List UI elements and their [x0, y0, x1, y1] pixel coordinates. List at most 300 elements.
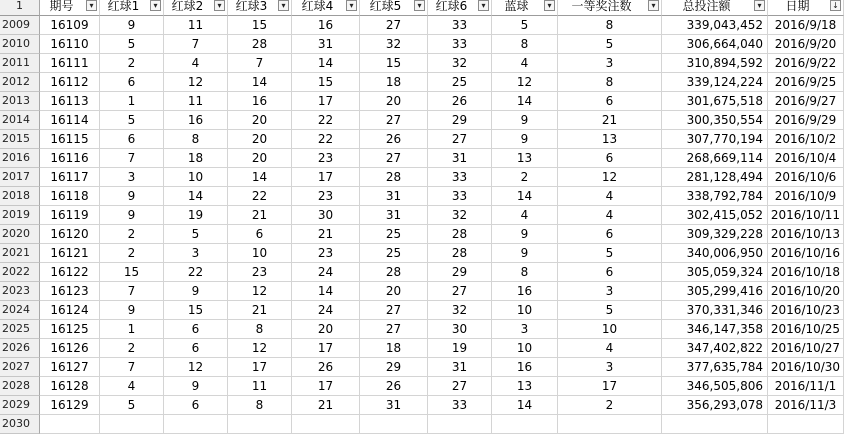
row-number[interactable]: 2019 — [0, 206, 40, 225]
cell-first-prize-count[interactable]: 6 — [558, 92, 662, 111]
cell-red-ball-4[interactable]: 14 — [292, 282, 360, 301]
cell-red-ball-6[interactable]: 25 — [428, 73, 492, 92]
cell-red-ball-2[interactable]: 12 — [164, 358, 228, 377]
cell-red-ball-5[interactable]: 26 — [360, 130, 428, 149]
cell-red-ball-5[interactable]: 25 — [360, 244, 428, 263]
cell-red-ball-2[interactable]: 6 — [164, 339, 228, 358]
cell-red-ball-5[interactable]: 28 — [360, 263, 428, 282]
row-number[interactable]: 2015 — [0, 130, 40, 149]
column-header-red-ball-6[interactable] — [428, 0, 492, 16]
cell-red-ball-5[interactable]: 25 — [360, 225, 428, 244]
cell-red-ball-3[interactable]: 12 — [228, 282, 292, 301]
cell-blue-ball[interactable]: 14 — [492, 187, 558, 206]
cell-first-prize-count[interactable]: 5 — [558, 35, 662, 54]
cell-issue-number[interactable]: 16127 — [40, 358, 100, 377]
cell-red-ball-3[interactable]: 15 — [228, 16, 292, 35]
cell-red-ball-5[interactable]: 27 — [360, 111, 428, 130]
table-row — [0, 16, 844, 35]
cell-total-bets[interactable]: 300,350,554 — [662, 111, 768, 130]
cell-red-ball-3[interactable]: 6 — [228, 225, 292, 244]
cell-red-ball-3[interactable]: 8 — [228, 320, 292, 339]
cell-red-ball-2[interactable] — [164, 415, 228, 434]
row-number[interactable]: 2012 — [0, 73, 40, 92]
cell-red-ball-3[interactable]: 28 — [228, 35, 292, 54]
cell-issue-number[interactable]: 16128 — [40, 377, 100, 396]
cell-red-ball-4[interactable]: 17 — [292, 168, 360, 187]
cell-blue-ball[interactable]: 16 — [492, 282, 558, 301]
cell-date[interactable]: 2016/10/13 — [768, 225, 844, 244]
cell-total-bets[interactable]: 305,299,416 — [662, 282, 768, 301]
cell-red-ball-4[interactable]: 26 — [292, 358, 360, 377]
cell-date[interactable]: 2016/10/18 — [768, 263, 844, 282]
cell-red-ball-4[interactable]: 31 — [292, 35, 360, 54]
column-header-red-ball-5[interactable] — [360, 0, 428, 16]
row-number[interactable]: 2030 — [0, 415, 40, 434]
row-number[interactable]: 2016 — [0, 149, 40, 168]
cell-first-prize-count[interactable]: 17 — [558, 377, 662, 396]
cell-issue-number[interactable]: 16113 — [40, 92, 100, 111]
cell-red-ball-4[interactable]: 21 — [292, 225, 360, 244]
cell-issue-number[interactable] — [40, 415, 100, 434]
cell-total-bets[interactable]: 346,147,358 — [662, 320, 768, 339]
cell-red-ball-5[interactable]: 27 — [360, 16, 428, 35]
cell-red-ball-6[interactable]: 33 — [428, 35, 492, 54]
cell-red-ball-6[interactable]: 33 — [428, 168, 492, 187]
cell-blue-ball[interactable]: 9 — [492, 111, 558, 130]
cell-issue-number[interactable]: 16118 — [40, 187, 100, 206]
cell-total-bets[interactable]: 377,635,784 — [662, 358, 768, 377]
cell-first-prize-count[interactable]: 13 — [558, 130, 662, 149]
row-number[interactable]: 2028 — [0, 377, 40, 396]
cell-red-ball-5[interactable]: 15 — [360, 54, 428, 73]
cell-red-ball-1[interactable]: 1 — [100, 92, 164, 111]
filter-dropdown-icon[interactable]: ▾ — [86, 0, 97, 11]
cell-red-ball-4[interactable]: 20 — [292, 320, 360, 339]
cell-issue-number[interactable]: 16110 — [40, 35, 100, 54]
cell-red-ball-1[interactable]: 7 — [100, 149, 164, 168]
cell-total-bets[interactable]: 339,124,224 — [662, 73, 768, 92]
cell-red-ball-3[interactable]: 20 — [228, 130, 292, 149]
cell-red-ball-3[interactable]: 21 — [228, 206, 292, 225]
cell-issue-number[interactable]: 16129 — [40, 396, 100, 415]
cell-red-ball-5[interactable]: 28 — [360, 168, 428, 187]
cell-issue-number[interactable]: 16115 — [40, 130, 100, 149]
cell-red-ball-4[interactable]: 14 — [292, 54, 360, 73]
cell-red-ball-1[interactable]: 9 — [100, 301, 164, 320]
cell-total-bets[interactable]: 339,043,452 — [662, 16, 768, 35]
cell-red-ball-6[interactable]: 31 — [428, 358, 492, 377]
row-number[interactable]: 2023 — [0, 282, 40, 301]
cell-first-prize-count[interactable]: 21 — [558, 111, 662, 130]
cell-date[interactable]: 2016/9/20 — [768, 35, 844, 54]
cell-red-ball-1[interactable]: 2 — [100, 225, 164, 244]
cell-first-prize-count[interactable]: 4 — [558, 339, 662, 358]
cell-first-prize-count[interactable]: 10 — [558, 320, 662, 339]
table-row — [0, 35, 844, 54]
cell-first-prize-count[interactable]: 3 — [558, 54, 662, 73]
cell-blue-ball[interactable]: 13 — [492, 377, 558, 396]
cell-blue-ball[interactable]: 10 — [492, 339, 558, 358]
cell-red-ball-1[interactable]: 2 — [100, 54, 164, 73]
cell-red-ball-6[interactable]: 27 — [428, 130, 492, 149]
cell-red-ball-2[interactable]: 15 — [164, 301, 228, 320]
cell-total-bets[interactable]: 307,770,194 — [662, 130, 768, 149]
cell-red-ball-3[interactable]: 10 — [228, 244, 292, 263]
cell-red-ball-4[interactable]: 23 — [292, 149, 360, 168]
column-header-label: 红球2 — [171, 0, 204, 13]
row-number[interactable]: 2025 — [0, 320, 40, 339]
cell-date[interactable]: 2016/9/25 — [768, 73, 844, 92]
column-header-label: 红球4 — [301, 0, 334, 13]
column-header-issue-number[interactable] — [40, 0, 100, 16]
cell-red-ball-2[interactable]: 14 — [164, 187, 228, 206]
cell-total-bets[interactable]: 301,675,518 — [662, 92, 768, 111]
cell-blue-ball[interactable]: 4 — [492, 54, 558, 73]
cell-blue-ball[interactable]: 3 — [492, 320, 558, 339]
row-number[interactable]: 2024 — [0, 301, 40, 320]
cell-red-ball-3[interactable]: 8 — [228, 396, 292, 415]
cell-red-ball-5[interactable]: 31 — [360, 396, 428, 415]
cell-red-ball-1[interactable]: 9 — [100, 187, 164, 206]
cell-red-ball-1[interactable]: 5 — [100, 396, 164, 415]
cell-red-ball-4[interactable]: 23 — [292, 244, 360, 263]
cell-red-ball-6[interactable]: 27 — [428, 377, 492, 396]
cell-red-ball-1[interactable] — [100, 415, 164, 434]
table-row — [0, 377, 844, 396]
column-header-label: 期号 — [49, 0, 74, 13]
cell-red-ball-6[interactable]: 32 — [428, 54, 492, 73]
cell-red-ball-2[interactable]: 22 — [164, 263, 228, 282]
cell-red-ball-3[interactable]: 17 — [228, 358, 292, 377]
cell-date[interactable]: 2016/10/6 — [768, 168, 844, 187]
cell-red-ball-5[interactable]: 31 — [360, 206, 428, 225]
table-row — [0, 396, 844, 415]
filter-dropdown-icon[interactable]: ▾ — [278, 0, 289, 11]
cell-issue-number[interactable]: 16124 — [40, 301, 100, 320]
cell-red-ball-2[interactable]: 19 — [164, 206, 228, 225]
table-row — [0, 111, 844, 130]
cell-blue-ball[interactable]: 2 — [492, 168, 558, 187]
cell-red-ball-3[interactable]: 22 — [228, 187, 292, 206]
cell-date[interactable]: 2016/9/18 — [768, 16, 844, 35]
cell-blue-ball[interactable]: 8 — [492, 263, 558, 282]
cell-issue-number[interactable]: 16114 — [40, 111, 100, 130]
cell-red-ball-6[interactable]: 31 — [428, 149, 492, 168]
cell-red-ball-6[interactable] — [428, 415, 492, 434]
sort-filter-icon[interactable]: ↓ — [830, 0, 841, 11]
column-header-blue-ball[interactable] — [492, 0, 558, 16]
cell-red-ball-1[interactable]: 7 — [100, 358, 164, 377]
cell-red-ball-4[interactable]: 15 — [292, 73, 360, 92]
cell-issue-number[interactable]: 16126 — [40, 339, 100, 358]
cell-red-ball-3[interactable]: 7 — [228, 54, 292, 73]
cell-red-ball-1[interactable]: 9 — [100, 16, 164, 35]
cell-red-ball-3[interactable]: 14 — [228, 73, 292, 92]
cell-red-ball-3[interactable]: 12 — [228, 339, 292, 358]
cell-blue-ball[interactable]: 9 — [492, 244, 558, 263]
row-number[interactable]: 2013 — [0, 92, 40, 111]
filter-dropdown-icon[interactable]: ▾ — [754, 0, 765, 11]
cell-total-bets[interactable]: 305,059,324 — [662, 263, 768, 282]
cell-issue-number[interactable]: 16116 — [40, 149, 100, 168]
cell-red-ball-1[interactable]: 5 — [100, 35, 164, 54]
cell-red-ball-2[interactable]: 4 — [164, 54, 228, 73]
cell-red-ball-4[interactable]: 16 — [292, 16, 360, 35]
cell-red-ball-2[interactable]: 9 — [164, 282, 228, 301]
cell-red-ball-2[interactable]: 11 — [164, 16, 228, 35]
table-row — [0, 225, 844, 244]
cell-red-ball-6[interactable]: 29 — [428, 263, 492, 282]
cell-total-bets[interactable]: 356,293,078 — [662, 396, 768, 415]
table-row — [0, 244, 844, 263]
cell-blue-ball[interactable] — [492, 415, 558, 434]
cell-red-ball-4[interactable]: 17 — [292, 377, 360, 396]
cell-issue-number[interactable]: 16121 — [40, 244, 100, 263]
row-number[interactable]: 2014 — [0, 111, 40, 130]
cell-red-ball-6[interactable]: 32 — [428, 301, 492, 320]
row-number-header[interactable]: 1 — [0, 0, 40, 16]
cell-red-ball-2[interactable]: 6 — [164, 396, 228, 415]
cell-red-ball-6[interactable]: 33 — [428, 16, 492, 35]
cell-blue-ball[interactable]: 10 — [492, 301, 558, 320]
cell-issue-number[interactable]: 16117 — [40, 168, 100, 187]
cell-red-ball-2[interactable]: 5 — [164, 225, 228, 244]
cell-red-ball-2[interactable]: 10 — [164, 168, 228, 187]
cell-red-ball-3[interactable]: 20 — [228, 149, 292, 168]
cell-red-ball-2[interactable]: 16 — [164, 111, 228, 130]
cell-red-ball-5[interactable]: 20 — [360, 282, 428, 301]
cell-total-bets[interactable]: 347,402,822 — [662, 339, 768, 358]
cell-red-ball-1[interactable]: 1 — [100, 320, 164, 339]
row-number[interactable]: 2017 — [0, 168, 40, 187]
cell-red-ball-2[interactable]: 11 — [164, 92, 228, 111]
column-header-total-bets[interactable] — [662, 0, 768, 16]
cell-date[interactable]: 2016/10/11 — [768, 206, 844, 225]
cell-first-prize-count[interactable]: 8 — [558, 73, 662, 92]
cell-date[interactable]: 2016/10/9 — [768, 187, 844, 206]
cell-red-ball-3[interactable]: 16 — [228, 92, 292, 111]
cell-red-ball-6[interactable]: 32 — [428, 206, 492, 225]
cell-total-bets[interactable] — [662, 415, 768, 434]
cell-red-ball-4[interactable]: 24 — [292, 263, 360, 282]
cell-first-prize-count[interactable]: 2 — [558, 396, 662, 415]
cell-date[interactable]: 2016/10/20 — [768, 282, 844, 301]
cell-red-ball-1[interactable]: 7 — [100, 282, 164, 301]
cell-red-ball-5[interactable]: 27 — [360, 320, 428, 339]
column-header-red-ball-1[interactable] — [100, 0, 164, 16]
cell-red-ball-4[interactable]: 23 — [292, 187, 360, 206]
cell-red-ball-4[interactable]: 22 — [292, 111, 360, 130]
row-number[interactable]: 2027 — [0, 358, 40, 377]
cell-issue-number[interactable]: 16125 — [40, 320, 100, 339]
cell-issue-number[interactable]: 16119 — [40, 206, 100, 225]
cell-red-ball-5[interactable]: 31 — [360, 187, 428, 206]
cell-red-ball-3[interactable]: 21 — [228, 301, 292, 320]
cell-red-ball-3[interactable]: 20 — [228, 111, 292, 130]
cell-red-ball-1[interactable]: 3 — [100, 168, 164, 187]
cell-date[interactable]: 2016/10/27 — [768, 339, 844, 358]
cell-red-ball-6[interactable]: 29 — [428, 111, 492, 130]
cell-first-prize-count[interactable]: 3 — [558, 358, 662, 377]
cell-total-bets[interactable]: 370,331,346 — [662, 301, 768, 320]
cell-red-ball-1[interactable]: 15 — [100, 263, 164, 282]
cell-date[interactable]: 2016/10/4 — [768, 149, 844, 168]
cell-first-prize-count[interactable] — [558, 415, 662, 434]
cell-blue-ball[interactable]: 13 — [492, 149, 558, 168]
cell-date[interactable]: 2016/11/3 — [768, 396, 844, 415]
row-number[interactable]: 2009 — [0, 16, 40, 35]
cell-red-ball-2[interactable]: 7 — [164, 35, 228, 54]
cell-first-prize-count[interactable]: 6 — [558, 263, 662, 282]
cell-blue-ball[interactable]: 5 — [492, 16, 558, 35]
cell-red-ball-2[interactable]: 18 — [164, 149, 228, 168]
cell-red-ball-2[interactable]: 12 — [164, 73, 228, 92]
filter-dropdown-icon[interactable]: ▾ — [478, 0, 489, 11]
cell-total-bets[interactable]: 306,664,040 — [662, 35, 768, 54]
cell-red-ball-2[interactable]: 8 — [164, 130, 228, 149]
cell-blue-ball[interactable]: 9 — [492, 130, 558, 149]
cell-red-ball-6[interactable]: 28 — [428, 244, 492, 263]
cell-red-ball-3[interactable]: 14 — [228, 168, 292, 187]
cell-red-ball-4[interactable]: 22 — [292, 130, 360, 149]
cell-total-bets[interactable]: 310,894,592 — [662, 54, 768, 73]
cell-red-ball-6[interactable]: 26 — [428, 92, 492, 111]
cell-red-ball-4[interactable]: 21 — [292, 396, 360, 415]
cell-blue-ball[interactable]: 12 — [492, 73, 558, 92]
cell-red-ball-4[interactable]: 30 — [292, 206, 360, 225]
cell-date[interactable] — [768, 415, 844, 434]
cell-issue-number[interactable]: 16111 — [40, 54, 100, 73]
row-number[interactable]: 2011 — [0, 54, 40, 73]
cell-red-ball-6[interactable]: 27 — [428, 282, 492, 301]
cell-red-ball-5[interactable]: 20 — [360, 92, 428, 111]
cell-date[interactable]: 2016/10/25 — [768, 320, 844, 339]
cell-red-ball-1[interactable]: 6 — [100, 130, 164, 149]
cell-date[interactable]: 2016/9/29 — [768, 111, 844, 130]
cell-total-bets[interactable]: 340,006,950 — [662, 244, 768, 263]
cell-date[interactable]: 2016/10/16 — [768, 244, 844, 263]
cell-red-ball-5[interactable]: 29 — [360, 358, 428, 377]
cell-first-prize-count[interactable]: 6 — [558, 149, 662, 168]
header-row — [0, 0, 844, 16]
cell-red-ball-5[interactable]: 18 — [360, 339, 428, 358]
cell-total-bets[interactable]: 346,505,806 — [662, 377, 768, 396]
filter-dropdown-icon[interactable]: ▾ — [346, 0, 357, 11]
row-number[interactable]: 2018 — [0, 187, 40, 206]
column-header-red-ball-3[interactable] — [228, 0, 292, 16]
cell-red-ball-4[interactable]: 17 — [292, 92, 360, 111]
cell-red-ball-6[interactable]: 33 — [428, 187, 492, 206]
cell-red-ball-1[interactable]: 9 — [100, 206, 164, 225]
cell-red-ball-1[interactable]: 6 — [100, 73, 164, 92]
table-row — [0, 415, 844, 434]
filter-dropdown-icon[interactable]: ▾ — [214, 0, 225, 11]
cell-red-ball-6[interactable]: 28 — [428, 225, 492, 244]
cell-red-ball-3[interactable]: 11 — [228, 377, 292, 396]
cell-total-bets[interactable]: 281,128,494 — [662, 168, 768, 187]
cell-blue-ball[interactable]: 14 — [492, 396, 558, 415]
cell-blue-ball[interactable]: 4 — [492, 206, 558, 225]
cell-blue-ball[interactable]: 16 — [492, 358, 558, 377]
cell-date[interactable]: 2016/10/2 — [768, 130, 844, 149]
cell-total-bets[interactable]: 338,792,784 — [662, 187, 768, 206]
cell-total-bets[interactable]: 268,669,114 — [662, 149, 768, 168]
cell-issue-number[interactable]: 16123 — [40, 282, 100, 301]
cell-red-ball-2[interactable]: 9 — [164, 377, 228, 396]
row-number[interactable]: 2029 — [0, 396, 40, 415]
cell-first-prize-count[interactable]: 6 — [558, 225, 662, 244]
cell-red-ball-2[interactable]: 6 — [164, 320, 228, 339]
column-header-red-ball-4[interactable] — [292, 0, 360, 16]
cell-blue-ball[interactable]: 14 — [492, 92, 558, 111]
cell-first-prize-count[interactable]: 8 — [558, 16, 662, 35]
cell-first-prize-count[interactable]: 3 — [558, 282, 662, 301]
cell-red-ball-1[interactable]: 2 — [100, 339, 164, 358]
cell-red-ball-4[interactable]: 24 — [292, 301, 360, 320]
row-number[interactable]: 2021 — [0, 244, 40, 263]
cell-first-prize-count[interactable]: 5 — [558, 244, 662, 263]
column-header-red-ball-2[interactable] — [164, 0, 228, 16]
cell-red-ball-5[interactable]: 26 — [360, 377, 428, 396]
cell-red-ball-1[interactable]: 5 — [100, 111, 164, 130]
column-header-first-prize-count[interactable] — [558, 0, 662, 16]
cell-red-ball-4[interactable] — [292, 415, 360, 434]
row-number[interactable]: 2020 — [0, 225, 40, 244]
cell-red-ball-6[interactable]: 33 — [428, 396, 492, 415]
filter-dropdown-icon[interactable]: ▾ — [544, 0, 555, 11]
filter-dropdown-icon[interactable]: ▾ — [414, 0, 425, 11]
cell-issue-number[interactable]: 16122 — [40, 263, 100, 282]
cell-red-ball-4[interactable]: 17 — [292, 339, 360, 358]
cell-date[interactable]: 2016/10/30 — [768, 358, 844, 377]
cell-red-ball-5[interactable]: 18 — [360, 73, 428, 92]
cell-red-ball-5[interactable]: 27 — [360, 149, 428, 168]
cell-total-bets[interactable]: 302,415,052 — [662, 206, 768, 225]
cell-date[interactable]: 2016/9/27 — [768, 92, 844, 111]
cell-date[interactable]: 2016/11/1 — [768, 377, 844, 396]
column-header-date[interactable] — [768, 0, 844, 16]
cell-date[interactable]: 2016/9/22 — [768, 54, 844, 73]
cell-red-ball-6[interactable]: 19 — [428, 339, 492, 358]
filter-dropdown-icon[interactable]: ▾ — [150, 0, 161, 11]
cell-red-ball-5[interactable] — [360, 415, 428, 434]
cell-red-ball-5[interactable]: 27 — [360, 301, 428, 320]
cell-red-ball-3[interactable]: 23 — [228, 263, 292, 282]
cell-red-ball-3[interactable] — [228, 415, 292, 434]
row-number[interactable]: 2010 — [0, 35, 40, 54]
cell-blue-ball[interactable]: 9 — [492, 225, 558, 244]
cell-red-ball-6[interactable]: 30 — [428, 320, 492, 339]
cell-red-ball-1[interactable]: 2 — [100, 244, 164, 263]
cell-first-prize-count[interactable]: 12 — [558, 168, 662, 187]
cell-red-ball-2[interactable]: 3 — [164, 244, 228, 263]
row-number[interactable]: 2022 — [0, 263, 40, 282]
cell-first-prize-count[interactable]: 5 — [558, 301, 662, 320]
filter-dropdown-icon[interactable]: ▾ — [648, 0, 659, 11]
cell-red-ball-5[interactable]: 32 — [360, 35, 428, 54]
cell-first-prize-count[interactable]: 4 — [558, 187, 662, 206]
cell-issue-number[interactable]: 16112 — [40, 73, 100, 92]
cell-date[interactable]: 2016/10/23 — [768, 301, 844, 320]
column-header-label: 红球6 — [435, 0, 468, 13]
cell-first-prize-count[interactable]: 4 — [558, 206, 662, 225]
row-number[interactable]: 2026 — [0, 339, 40, 358]
cell-total-bets[interactable]: 309,329,228 — [662, 225, 768, 244]
cell-issue-number[interactable]: 16109 — [40, 16, 100, 35]
cell-issue-number[interactable]: 16120 — [40, 225, 100, 244]
cell-red-ball-1[interactable]: 4 — [100, 377, 164, 396]
cell-blue-ball[interactable]: 8 — [492, 35, 558, 54]
